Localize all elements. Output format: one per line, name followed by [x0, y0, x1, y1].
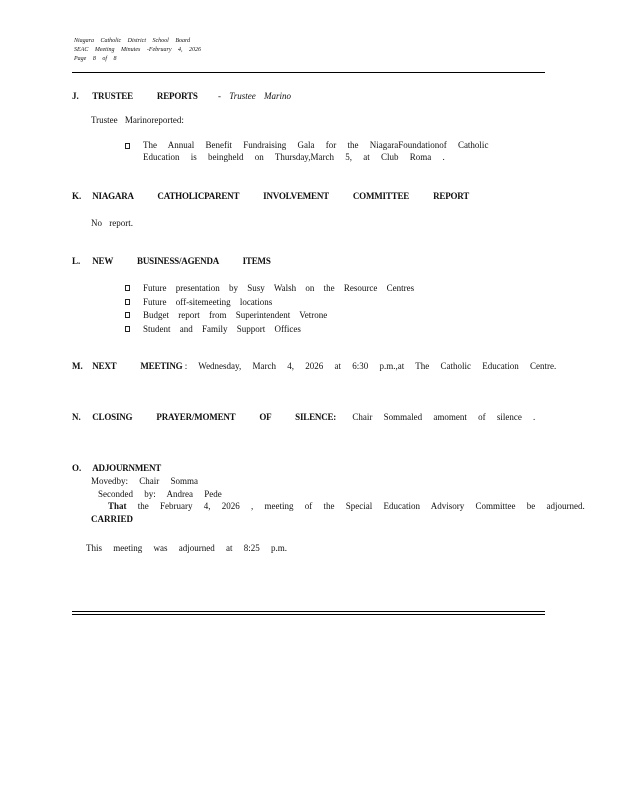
checkbox-bullet-icon — [125, 326, 130, 332]
motion-text: the February 4, 2026 , meeting of the Special Education Advisory Committee be adjourned. — [137, 501, 585, 511]
section-l-heading — [72, 255, 271, 267]
list-item — [125, 296, 414, 310]
section-o-motion — [108, 500, 585, 512]
checkbox-bullet-icon — [125, 285, 130, 291]
list-item-text: Future presentation by Susy Walsh on the Resource Centres — [143, 283, 415, 293]
header-meeting-title: SEAC Meeting Minutes -February 4, 2026 — [74, 47, 201, 53]
checkbox-bullet-icon — [125, 143, 130, 149]
motion-that-word: That — [108, 501, 127, 511]
section-o-seconded: Seconded by: Andrea Pede — [98, 489, 222, 499]
section-subtitle: - Trustee Marino — [217, 91, 291, 101]
section-title: TRUSTEE REPORTS — [92, 91, 198, 101]
section-o-heading — [72, 462, 161, 474]
list-item — [125, 323, 414, 337]
section-title: NEW BUSINESS/AGENDA ITEMS — [92, 256, 271, 266]
header-divider — [72, 72, 545, 73]
header-page-number: Page 8 of 8 — [74, 56, 117, 62]
section-m-text: : Wednesday, March 4, 2026 at 6:30 p.m.,at The Catholic Education Centre. — [184, 361, 557, 371]
section-o-moved: Movedby: Chair Somma — [91, 476, 198, 486]
section-k-heading — [72, 190, 469, 202]
list-item — [125, 309, 414, 323]
section-j-bullet-list — [125, 140, 523, 163]
list-item — [125, 282, 414, 296]
section-m-heading — [72, 360, 556, 372]
section-letter: K. — [72, 191, 82, 201]
section-title: NEXT MEETING — [92, 361, 183, 371]
section-o-carried: CARRIED — [91, 514, 134, 524]
section-l-bullet-list — [125, 282, 414, 336]
section-letter: J. — [72, 91, 79, 101]
list-item-text: Student and Family Support Offices — [143, 323, 301, 334]
section-title: NIAGARA CATHOLICPARENT INVOLVEMENT COMMITTEE REPORT — [92, 191, 470, 201]
section-k-body: No report. — [91, 218, 133, 228]
section-j-intro: Trustee Marinoreported: — [91, 115, 184, 125]
section-j-heading — [72, 90, 291, 102]
list-item — [125, 140, 523, 163]
checkbox-bullet-icon — [125, 312, 130, 318]
checkbox-bullet-icon — [125, 299, 130, 305]
section-letter: L. — [72, 256, 81, 266]
list-item-text: The Annual Benefit Fundraising Gala for the NiagaraFoundationof Catholic Education is beingheld on Thursday,March 5, at Club Roma . — [143, 140, 489, 162]
adjourned-time-note: This meeting was adjourned at 8:25 p.m. — [86, 543, 287, 553]
footer-divider — [72, 611, 545, 615]
section-n-heading — [72, 411, 535, 423]
section-letter: O. — [72, 463, 82, 473]
list-item-text: Future off-sitemeeting locations — [143, 296, 273, 307]
section-letter: N. — [72, 412, 81, 422]
section-title: ADJOURNMENT — [92, 463, 162, 473]
section-letter: M. — [72, 361, 83, 371]
page-header — [74, 37, 201, 64]
section-title: CLOSING PRAYER/MOMENT OF SILENCE: — [92, 412, 337, 422]
header-board-name: Niagara Catholic District School Board — [74, 38, 191, 44]
section-n-text: Chair Sommaled amoment of silence . — [352, 412, 536, 422]
list-item-text: Budget report from Superintendent Vetrone — [143, 310, 328, 320]
